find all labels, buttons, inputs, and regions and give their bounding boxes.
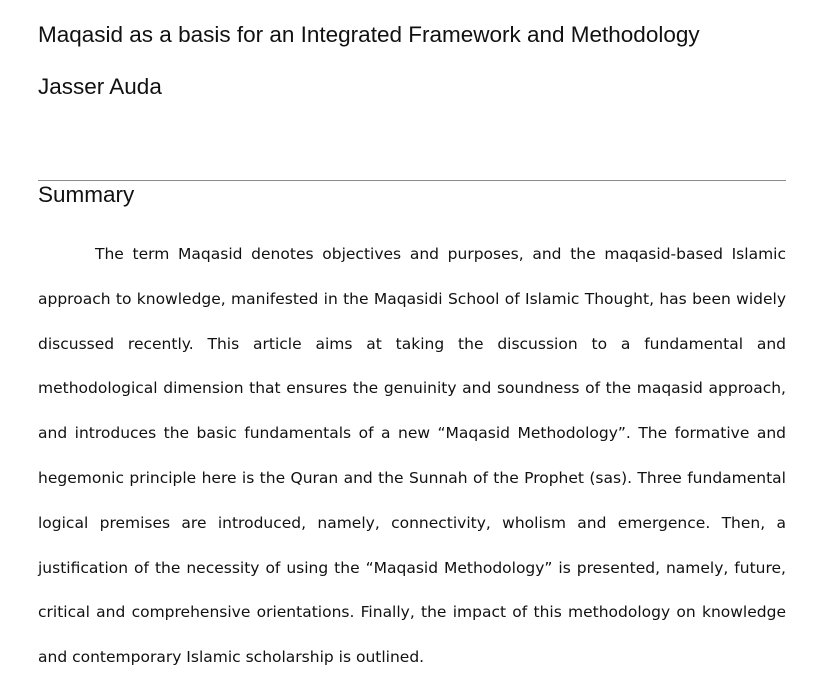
section-divider [38, 180, 786, 181]
summary-heading: Summary [38, 182, 135, 207]
document-title: Maqasid as a basis for an Integrated Framework and Methodology [38, 22, 700, 47]
summary-paragraph: The term Maqasid denotes objectives and purposes, and the maqasid-based Islamic approach to knowledge, manifested in the Maqasidi School of Islamic Thought, has been widely discussed recently. This article aims at taking the discussion to a fundamental and methodological dimension that ensures the genuinity and soundness of the maqasid approach, and introduces the basic fundamentals of a new “Maqasid Methodology”. The formative and hegemonic principle here is the Quran and the Sunnah of the Prophet (sas). Three fundamental logical premises are introduced, namely, connectivity, wholism and emergence. Then, a justification of the necessity of using the “Maqasid Methodology” is presented, namely, future, critical and comprehensive orientations. Finally, the impact of this methodology on knowledge and contemporary Islamic scholarship is outlined. [38, 245, 786, 667]
author-name: Jasser Auda [38, 74, 162, 99]
